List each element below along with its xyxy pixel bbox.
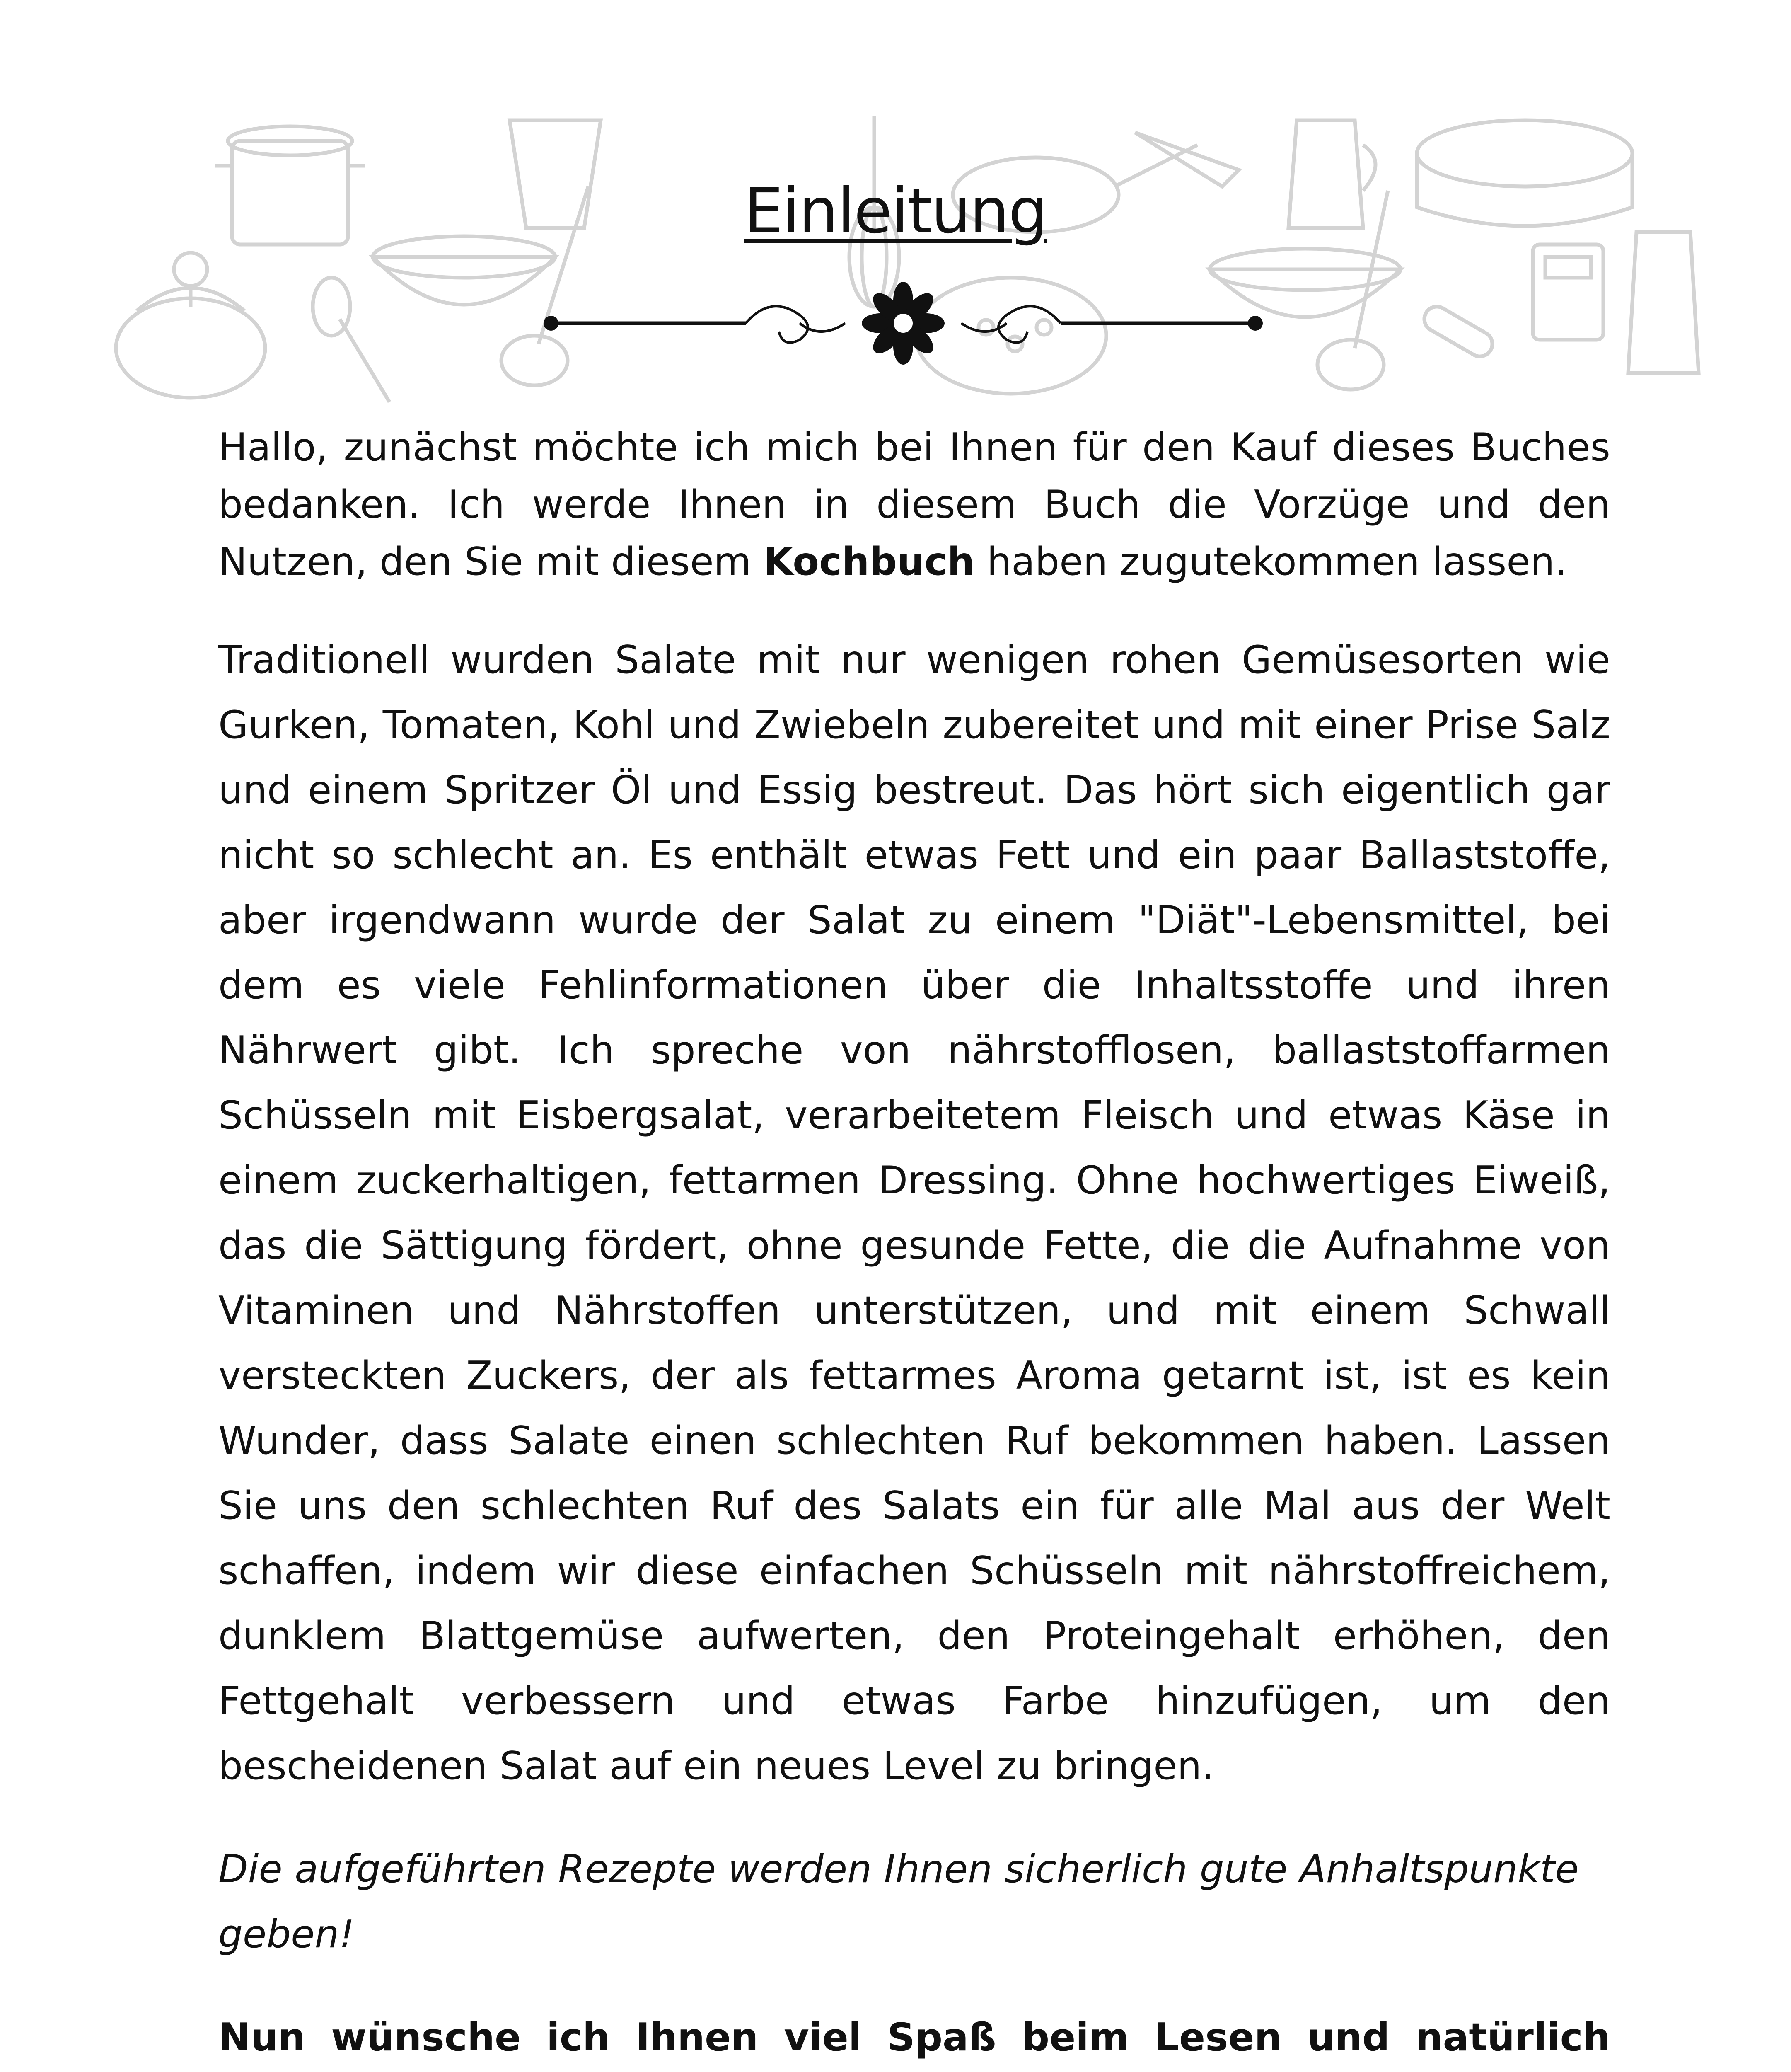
rolling-pin-icon xyxy=(1420,302,1497,361)
divider-line-left xyxy=(544,316,746,331)
intro-bold-word: Kochbuch xyxy=(763,539,975,584)
intro-text-before: Hallo, zunächst möchte ich mich bei Ihnen für den Kauf dieses Buches bedanken. Ich werde Ihnen in diesem Buch die Vorzüge und den Nutzen, den Sie mit diesem xyxy=(218,425,1610,584)
italic-note: Die aufgeführten Rezepte werden Ihnen sicherlich gute Anhaltspunkte geben! xyxy=(218,1847,1579,1956)
grater-icon xyxy=(1628,232,1699,373)
introduction-text xyxy=(218,419,1610,2072)
scale-icon xyxy=(1533,244,1603,340)
spoon-icon xyxy=(313,278,389,402)
page-title: Einleitung xyxy=(744,175,1047,247)
divider-line-right xyxy=(1061,316,1263,331)
kettle-icon xyxy=(116,253,265,398)
closing-paragraph: Nun wünsche ich Ihnen viel Spaß beim Lesen und natürlich xyxy=(218,2015,1610,2060)
flower-divider-ornament xyxy=(539,282,1268,365)
flower-icon xyxy=(862,282,945,365)
intro-paragraph xyxy=(218,419,1610,590)
main-paragraph: Traditionell wurden Salate mit nur wenigen rohen Gemüsesorten wie Gurken, Tomaten, Kohl und Zwiebeln zubereitet und mit einer Prise Salz und einem Spritzer Öl und Essig bestreut. Das hört sich eigentlich gar nicht so schlecht an. Es enthält etwas Fett und ein paar Ballaststoffe, aber irgendwann wurde der Salat zu einem "Diät"-Lebensmittel, bei dem es viele Fehlinformationen über die Inhaltsstoffe und ihren Nährwert gibt. Ich spreche von nährstofflosen, ballaststoffarmen Schüsseln mit Eisbergsalat, verarbeitetem Fleisch und etwas Käse in einem zuckerhaltigen, fettarmen Dressing. Ohne hochwertiges Eiweiß, das die Sättigung fördert, ohne gesunde Fette, die die Aufnahme von Vitaminen und Nährstoffen unterstützen, und mit einem Schwall versteckten Zuckers, der als fettarmes Aroma getarnt ist, ist es kein Wunder, dass Salate einen schlechten Ruf bekommen haben. Lassen Sie uns den schlechten Ruf des Salats ein für alle Mal aus der Welt schaffen, indem wir diese einfachen Schüsseln mit nährstoffreichem, dunklem Blattgemüse aufwerten, den Proteingehalt erhöhen, den Fettgehalt verbessern und etwas Farbe hinzufügen, um den bescheidenen Salat auf ein neues Level zu bringen. xyxy=(218,637,1610,1788)
intro-text-after: haben zugutekommen lassen. xyxy=(974,539,1567,584)
